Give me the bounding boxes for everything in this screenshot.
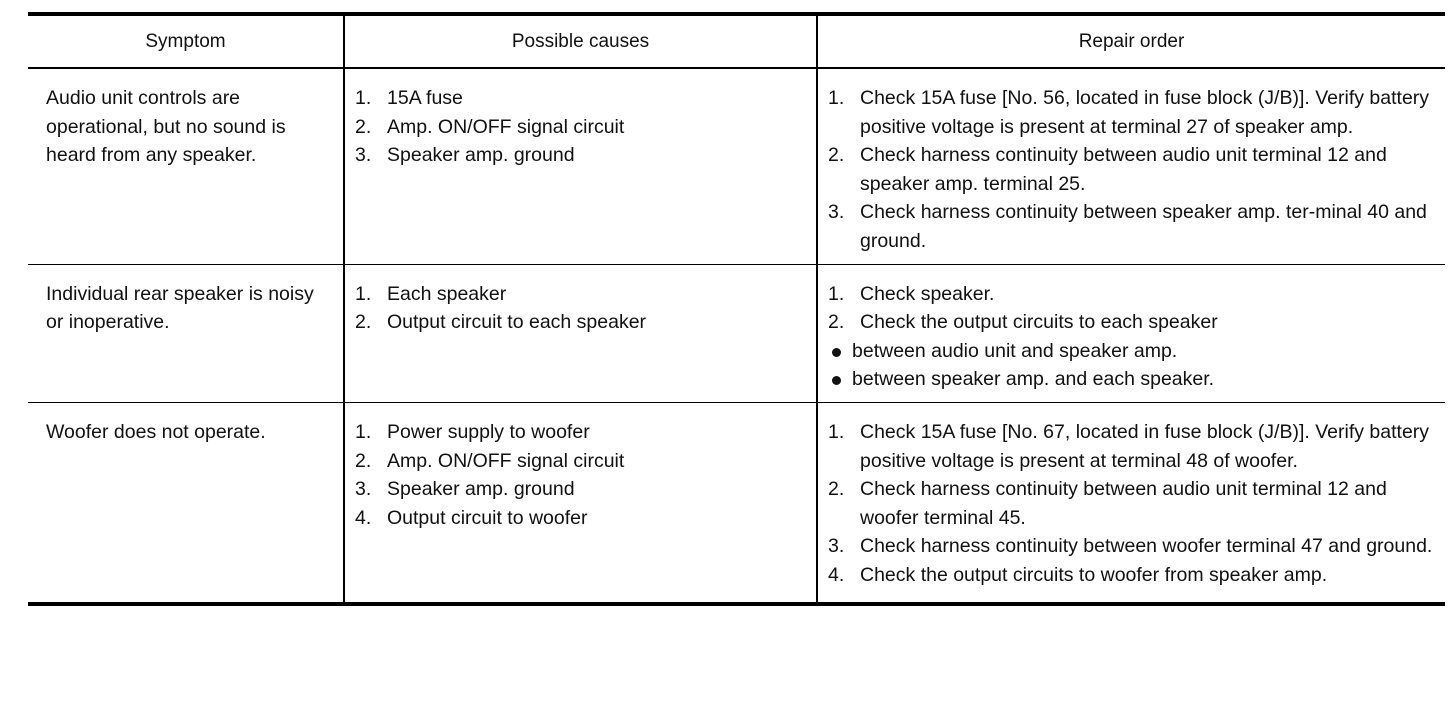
bullet-dot-icon <box>832 348 841 357</box>
cause-item <box>355 113 806 142</box>
step-text: Speaker amp. ground <box>387 478 575 501</box>
possible-causes-cell <box>344 264 817 402</box>
possible-causes-cell-list <box>355 280 806 337</box>
repair-step <box>828 532 1435 561</box>
step-number: 1. <box>828 282 845 305</box>
step-text: Each speaker <box>387 282 507 305</box>
troubleshooting-sheet <box>28 12 1445 606</box>
step-number: 1. <box>355 87 372 109</box>
header-symptom: Symptom <box>28 14 344 68</box>
step-number: 3. <box>828 201 845 224</box>
cause-item <box>355 475 806 504</box>
step-text: between audio unit and speaker amp. <box>852 339 1178 362</box>
step-text: Check 15A fuse [No. 67, located in fuse block (J/B)]. Verify battery positive voltage is present at terminal 48 of woofer. <box>860 420 1430 472</box>
step-text: Check 15A fuse [No. 56, located in fuse block (J/B)]. Verify battery positive voltage is present at terminal 27 of speaker amp. <box>860 87 1430 138</box>
step-text: Check harness continuity between audio unit terminal 12 and speaker amp. terminal 25. <box>860 144 1387 195</box>
header-repair-order: Repair order <box>817 14 1445 68</box>
step-text: Amp. ON/OFF signal circuit <box>387 449 625 472</box>
step-text: Check harness continuity between audio unit terminal 12 and woofer terminal 45. <box>860 478 1387 529</box>
step-text: 15A fuse <box>387 87 463 109</box>
repair-order-cell-list <box>828 280 1435 394</box>
cause-item <box>355 504 806 533</box>
step-number: 1. <box>355 282 372 305</box>
repair-step <box>828 141 1435 198</box>
repair-step <box>828 561 1435 590</box>
symptom-cell: Woofer does not operate. <box>28 402 344 603</box>
repair-order-cell-list <box>828 418 1435 590</box>
repair-order-cell <box>817 68 1445 264</box>
possible-causes-cell-list <box>355 84 806 170</box>
step-number: 1. <box>828 420 845 443</box>
cause-item <box>355 308 806 337</box>
step-text: Output circuit to woofer <box>387 506 588 529</box>
table-row <box>28 402 1445 603</box>
step-text: Check harness continuity between speaker amp. ter-minal 40 and ground. <box>860 201 1427 252</box>
step-number: 1. <box>828 87 845 109</box>
step-text: Check the output circuits to woofer from speaker amp. <box>860 563 1328 586</box>
step-text: Output circuit to each speaker <box>387 311 647 334</box>
cause-item <box>355 141 806 170</box>
repair-order-cell <box>817 402 1445 603</box>
step-number: 3. <box>355 478 372 501</box>
step-number: 2. <box>355 311 372 334</box>
repair-step <box>828 308 1435 337</box>
table-row <box>28 68 1445 264</box>
step-number: 1. <box>355 420 372 443</box>
repair-step <box>828 280 1435 309</box>
step-number: 2. <box>355 449 372 472</box>
step-text: Check speaker. <box>860 282 995 305</box>
repair-step <box>828 84 1435 141</box>
symptom-cell: Audio unit controls are operational, but no sound is heard from any speaker. <box>28 68 344 264</box>
repair-step <box>828 337 1435 366</box>
header-possible-causes: Possible causes <box>344 14 817 68</box>
repair-order-cell-list <box>828 84 1435 256</box>
table-row <box>28 264 1445 402</box>
possible-causes-cell-list <box>355 418 806 532</box>
symptom-cell: Individual rear speaker is noisy or inoperative. <box>28 264 344 402</box>
cause-item <box>355 280 806 309</box>
possible-causes-cell <box>344 68 817 264</box>
cause-item <box>355 447 806 476</box>
step-number: 2. <box>828 311 845 334</box>
step-number: 2. <box>828 478 845 501</box>
repair-step <box>828 198 1435 255</box>
bullet-dot-icon <box>832 376 841 385</box>
step-text: Check the output circuits to each speaker <box>860 311 1218 334</box>
repair-step <box>828 418 1435 475</box>
step-number: 4. <box>828 563 845 586</box>
step-number: 4. <box>355 506 372 529</box>
header-row <box>28 14 1445 68</box>
possible-causes-cell <box>344 402 817 603</box>
step-number: 3. <box>828 535 845 558</box>
cause-item <box>355 84 806 113</box>
step-text: between speaker amp. and each speaker. <box>852 368 1215 391</box>
repair-order-cell <box>817 264 1445 402</box>
step-number: 2. <box>355 115 372 138</box>
table-body <box>28 68 1445 604</box>
step-number: 2. <box>828 144 845 167</box>
troubleshooting-table <box>28 12 1445 606</box>
step-text: Check harness continuity between woofer terminal 47 and ground. <box>860 535 1433 558</box>
step-text: Amp. ON/OFF signal circuit <box>387 115 625 138</box>
step-number: 3. <box>355 144 372 167</box>
repair-step <box>828 365 1435 394</box>
repair-step <box>828 475 1435 532</box>
cause-item <box>355 418 806 447</box>
step-text: Power supply to woofer <box>387 420 590 443</box>
step-text: Speaker amp. ground <box>387 144 575 167</box>
